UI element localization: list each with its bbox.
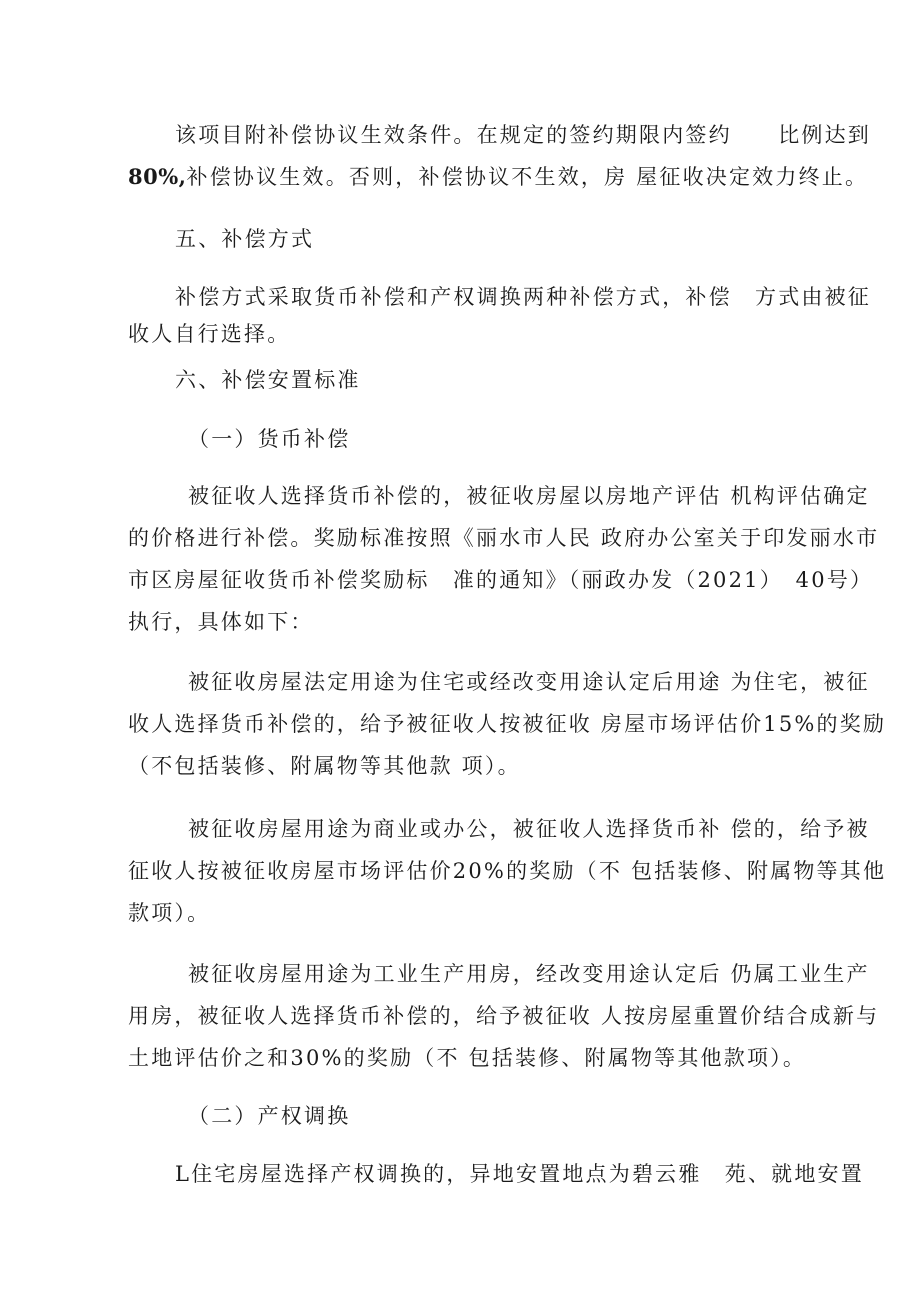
paragraph-line: 收人自行选择。 — [128, 322, 291, 346]
paragraph-line: （不包括装修、附属物等其他款 项）。 — [128, 754, 521, 778]
paragraph-line: 执行，具体如下： — [128, 610, 314, 634]
sub-heading: （一）货币补偿 — [188, 427, 351, 451]
paragraph-line: 收人选择货币补偿的，给予被征收人按被征收 房屋市场评估价15%的奖励 — [128, 712, 887, 736]
paragraph-line: L住宅房屋选择产权调换的，异地安置地点为碧云雅 苑、就地安置 — [175, 1162, 864, 1186]
paragraph-text: 补偿协议生效。否则，补偿协议不生效，房 屋征收决定效力终止。 — [186, 165, 869, 189]
paragraph-line: 的价格进行补偿。奖励标准按照《丽水市人民 政府办公室关于印发丽水市 — [128, 526, 880, 550]
bold-percentage: 80%, — [128, 164, 187, 189]
paragraph-line: 被征收房屋用途为工业生产用房，经改变用途认定后 仍属工业生产 — [188, 962, 870, 986]
paragraph-line: 补偿方式采取货币补偿和产权调换两种补偿方式，补偿 方式由被征 — [175, 285, 871, 309]
paragraph-line: 被征收人选择货币补偿的，被征收房屋以房地产评估 机构评估确定 — [188, 484, 870, 508]
paragraph-line: 征收人按被征收房屋市场评估价20%的奖励（不 包括装修、附属物等其他 — [128, 859, 887, 883]
paragraph-line: 款项）。 — [128, 901, 211, 925]
paragraph-line — [128, 163, 868, 191]
section-heading: 六、补偿安置标准 — [175, 368, 361, 392]
section-heading: 五、补偿方式 — [175, 227, 315, 251]
paragraph-line: 该项目附补偿协议生效条件。在规定的签约期限内签约 比例达到 — [175, 123, 871, 147]
paragraph-line: 用房，被征收人选择货币补偿的，给予被征收 人按房屋重置价结合成新与 — [128, 1004, 880, 1028]
paragraph-line: 被征收房屋法定用途为住宅或经改变用途认定后用途 为住宅，被征 — [188, 670, 870, 694]
paragraph-line: 被征收房屋用途为商业或办公，被征收人选择货币补 偿的，给予被 — [188, 817, 870, 841]
sub-heading: （二）产权调换 — [188, 1104, 351, 1128]
paragraph-line: 市区房屋征收货币补偿奖励标 准的通知》（丽政办发（2021） 40号） — [128, 568, 874, 592]
paragraph-line: 土地评估价之和30%的奖励（不 包括装修、附属物等其他款项）。 — [128, 1046, 807, 1070]
